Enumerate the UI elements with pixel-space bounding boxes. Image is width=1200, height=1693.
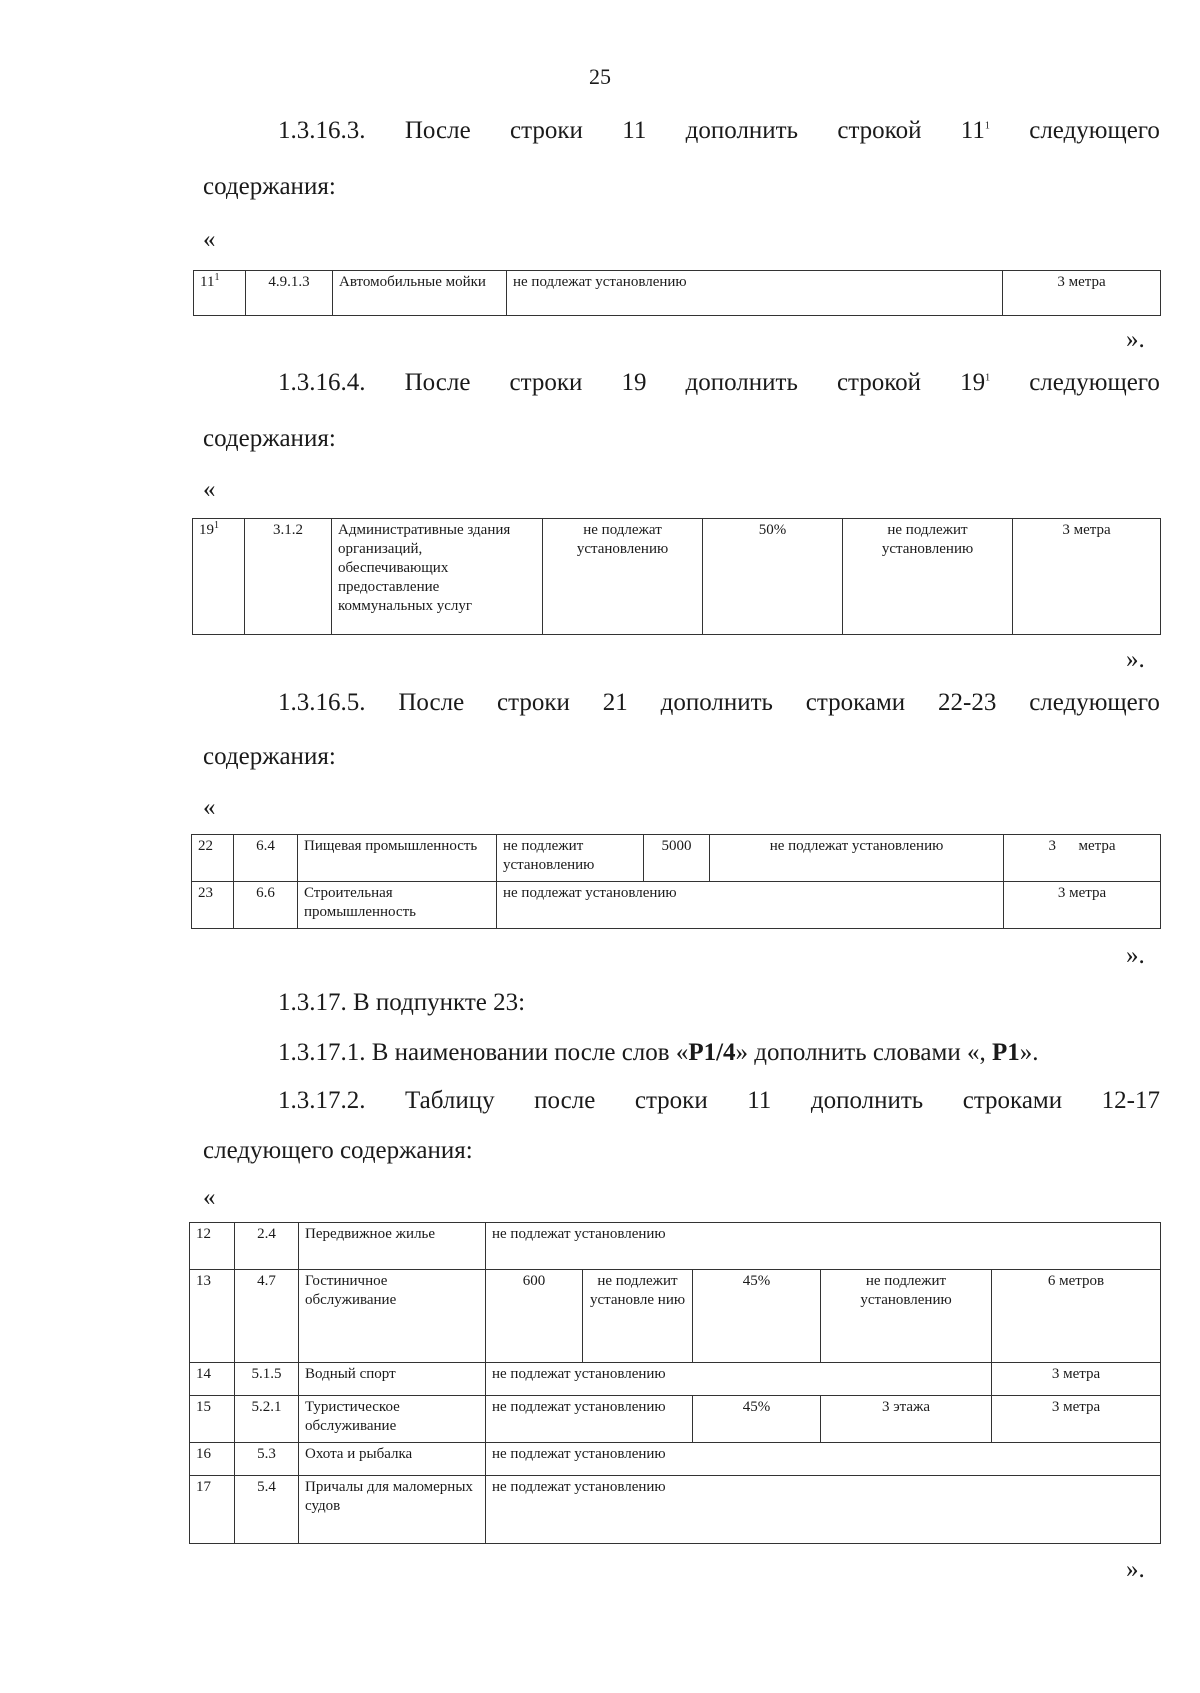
cell-floors: не подлежит установлению (821, 1270, 992, 1363)
cell-merged: не подлежат установлению (486, 1476, 1161, 1544)
page-number: 25 (589, 64, 611, 89)
cell-name: Водный спорт (299, 1363, 486, 1396)
cell-code: 5.2.1 (235, 1396, 299, 1443)
cell-setback: 3 метра (1004, 835, 1161, 882)
paragraph-1-3-17-1: 1.3.17.1. В наименовании после слов «Р1/4» дополнить словами «, Р1». (278, 1039, 1039, 1066)
cell-code: 4.7 (235, 1270, 299, 1363)
word: После (398, 689, 465, 716)
table-row (190, 1223, 1161, 1270)
cell-setback: 6 метров (992, 1270, 1161, 1363)
open-quote: « (203, 1184, 216, 1211)
cell-name: Административные здания организаций, обеспечивающих предоставление коммунальных услуг (332, 519, 543, 635)
cell-coverage: 50% (703, 519, 843, 635)
word: После (404, 369, 471, 396)
cell-max-area: не подлежит установле нию (583, 1270, 693, 1363)
word: 21 (602, 689, 628, 716)
cell-floors: 3 этажа (821, 1396, 992, 1443)
word: дополнить (810, 1087, 924, 1114)
word: следующего (1029, 689, 1160, 716)
table-row-11-1 (193, 270, 1161, 316)
cell-min-area: 600 (486, 1270, 583, 1363)
paragraph-1-3-16-4 (278, 368, 1160, 398)
word: после (534, 1087, 596, 1114)
paragraph-line: содержания: (203, 743, 336, 770)
cell-merged: не подлежат установлению (486, 1363, 992, 1396)
open-quote: « (203, 226, 216, 253)
table-rows-12-17 (189, 1222, 1161, 1544)
table-row (194, 271, 1161, 316)
cell-name: Туристическое обслуживание (299, 1396, 486, 1443)
cell-name: Пищевая промышленность (298, 835, 497, 882)
cell-num: $19^1$ (193, 519, 245, 635)
cell-num: 12 (190, 1223, 235, 1270)
cell-merged: не подлежат установлению (486, 1443, 1161, 1476)
word: 12-17 (1101, 1087, 1160, 1114)
cell-area: не подлежат установлению (543, 519, 703, 635)
table-row (190, 1476, 1161, 1544)
cell-setback: 3 метра (1003, 271, 1161, 316)
paragraph-1-3-17-2 (278, 1086, 1160, 1116)
word: дополнить (685, 369, 798, 396)
cell-merged: не подлежат установлению (507, 271, 1003, 316)
word: строки (510, 117, 583, 144)
word: строки (509, 369, 583, 396)
word: 19 (621, 369, 647, 396)
cell-setback: 3 метра (1013, 519, 1161, 635)
word: следующего (1029, 369, 1160, 396)
cell-num: $11^1$ (194, 271, 246, 316)
cell-area: не подлежит установлению (497, 835, 644, 882)
cell-coverage: 45% (693, 1270, 821, 1363)
word: строками (962, 1087, 1063, 1114)
word: строки (497, 689, 570, 716)
word: 1.3.16.4. (278, 369, 366, 396)
paragraph-line: содержания: (203, 425, 336, 452)
paragraph-1-3-17: 1.3.17. В подпункте 23: (278, 989, 526, 1016)
cell-name: Строительная промышленность (298, 882, 497, 929)
cell-num: 13 (190, 1270, 235, 1363)
cell-num: 22 (192, 835, 234, 882)
cell-code: 5.4 (235, 1476, 299, 1544)
cell-num: 14 (190, 1363, 235, 1396)
cell-code: 5.1.5 (235, 1363, 299, 1396)
cell-name: Передвижное жилье (299, 1223, 486, 1270)
table-row-19-1 (192, 518, 1161, 635)
cell-setback: 3 метра (992, 1396, 1161, 1443)
open-quote: « (203, 794, 216, 821)
close-quote: ». (1126, 326, 1145, 353)
table-row (192, 882, 1161, 929)
paragraph-1-3-16-5 (278, 688, 1160, 718)
close-quote: ». (1126, 1556, 1145, 1583)
word: 1.3.16.5. (278, 689, 366, 716)
table-row (190, 1396, 1161, 1443)
word: 11 (622, 117, 647, 144)
cell-code: 5.3 (235, 1443, 299, 1476)
table-rows-22-23 (191, 834, 1161, 929)
word: строки (634, 1087, 708, 1114)
cell-name: Гостиничное обслуживание (299, 1270, 486, 1363)
word: После (404, 117, 471, 144)
cell-merged: не подлежат установлению (486, 1223, 1161, 1270)
close-quote: ». (1126, 942, 1145, 969)
cell-merged: не подлежат установлению (497, 882, 1004, 929)
word: строками (805, 689, 906, 716)
cell-num: 15 (190, 1396, 235, 1443)
word: 22-23 (938, 689, 997, 716)
cell-code: 3.1.2 (245, 519, 332, 635)
paragraph-line: следующего содержания: (203, 1137, 473, 1164)
cell-code: 6.4 (234, 835, 298, 882)
cell-code: 6.6 (234, 882, 298, 929)
paragraph-1-3-16-3 (278, 116, 1160, 146)
word: 1.3.17.2. (278, 1087, 366, 1114)
word: Таблицу (405, 1087, 495, 1114)
cell-code: 4.9.1.3 (246, 271, 333, 316)
paragraph-line: содержания: (203, 173, 336, 200)
row-reference: $11^1$ (960, 117, 990, 144)
cell-value: 5000 (644, 835, 710, 882)
table-row (193, 519, 1161, 635)
table-row (190, 1270, 1161, 1363)
cell-num: 16 (190, 1443, 235, 1476)
word: 11 (747, 1087, 772, 1114)
row-reference: $19^1$ (960, 369, 991, 396)
cell-name: Автомобильные мойки (333, 271, 507, 316)
close-quote: ». (1126, 646, 1145, 673)
word: строкой (836, 369, 922, 396)
word: 1.3.16.3. (278, 117, 366, 144)
table-row (192, 835, 1161, 882)
cell-code: 2.4 (235, 1223, 299, 1270)
cell-num: 23 (192, 882, 234, 929)
cell-name: Причалы для маломерных судов (299, 1476, 486, 1544)
cell-floors: не подлежит установлению (843, 519, 1013, 635)
cell-setback: 3 метра (1004, 882, 1161, 929)
table-row (190, 1363, 1161, 1396)
cell-name: Охота и рыбалка (299, 1443, 486, 1476)
cell-setback: 3 метра (992, 1363, 1161, 1396)
word: дополнить (685, 117, 799, 144)
table-row (190, 1443, 1161, 1476)
open-quote: « (203, 476, 216, 503)
word: дополнить (660, 689, 773, 716)
cell-merged: не подлежат установлению (710, 835, 1004, 882)
word: следующего (1029, 117, 1160, 144)
cell-area: не подлежат установлению (486, 1396, 693, 1443)
word: строкой (837, 117, 922, 144)
cell-num: 17 (190, 1476, 235, 1544)
cell-coverage: 45% (693, 1396, 821, 1443)
